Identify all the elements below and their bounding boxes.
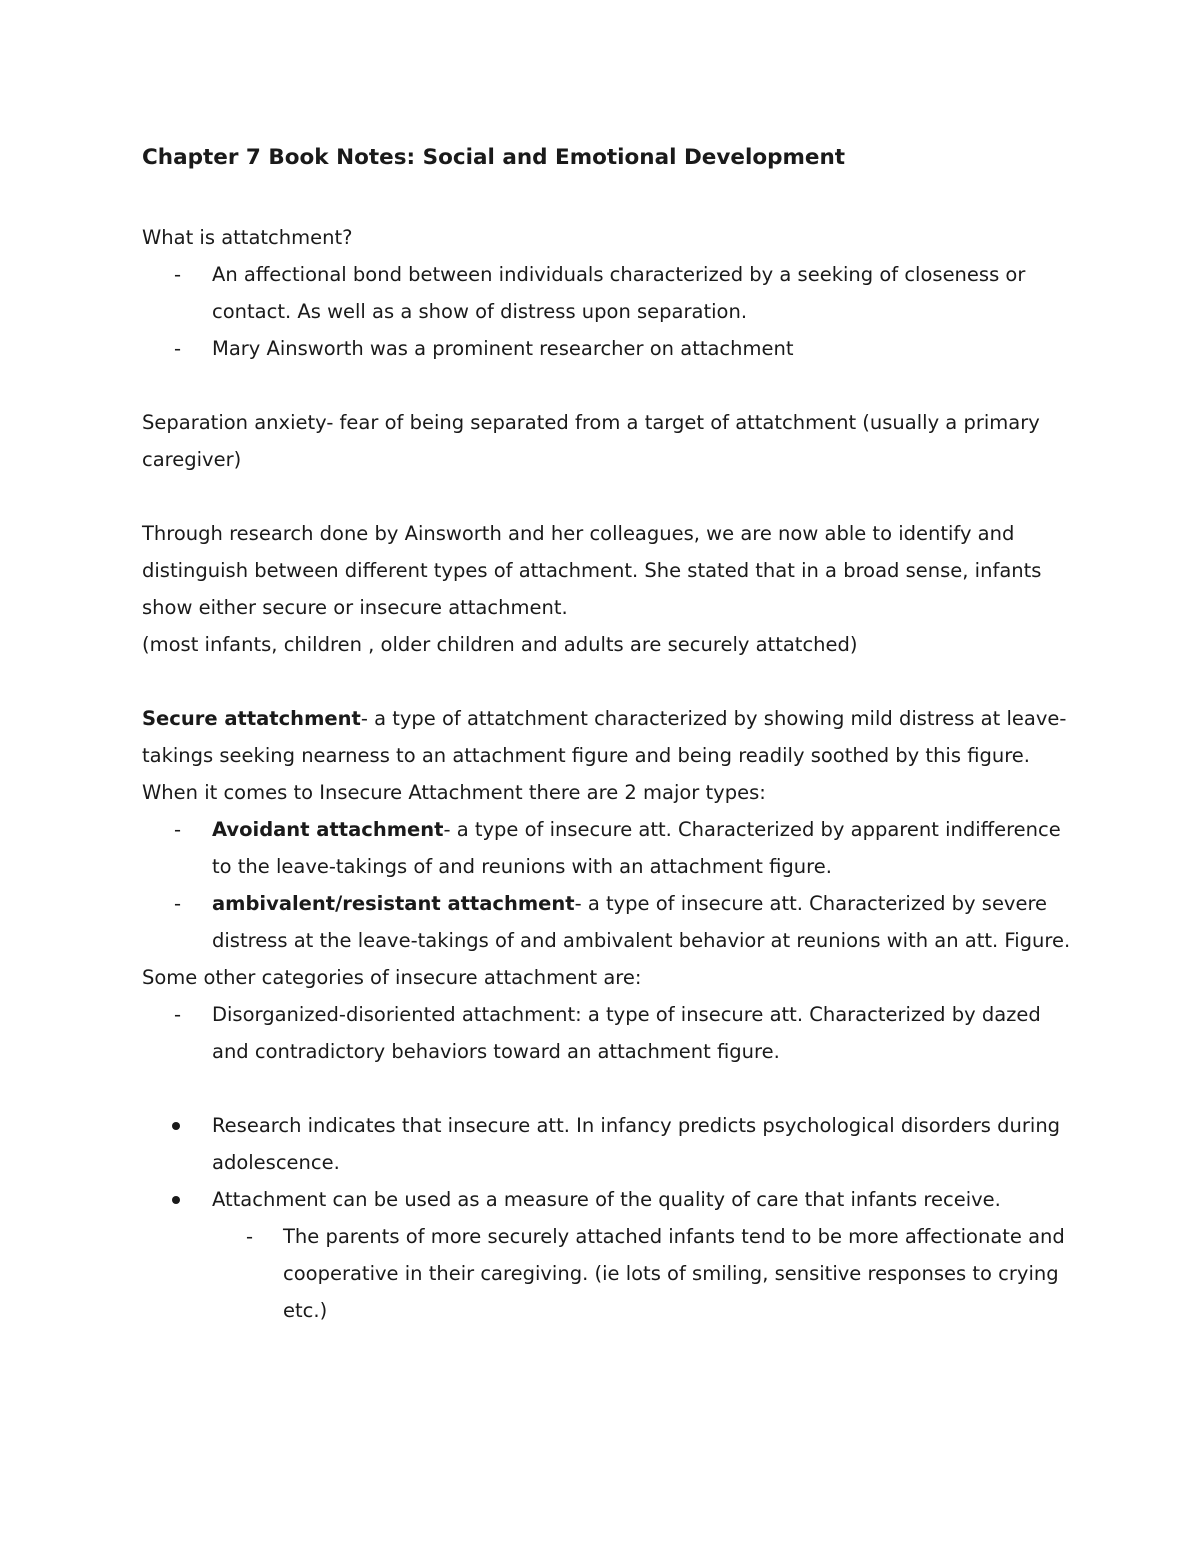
dash-marker: - — [246, 1225, 254, 1248]
dash-marker: - — [174, 337, 182, 360]
term-secure-attachment: Secure attatchment — [142, 707, 361, 730]
insecure-intro: When it comes to Insecure Attachment there are 2 major types: — [142, 781, 766, 804]
sub-list-item-text: The parents of more securely attached infants tend to be more affectionate and cooperative in their caregiving. (ie lots of smiling, sensitive responses to crying etc.) — [283, 1225, 1065, 1322]
definition-text: - a type of attatchment characterized by showing mild distress at leave-takings seeking nearness to an attachment figure and being readily soothed by this figure. — [142, 707, 1067, 767]
dash-marker: - — [174, 818, 182, 841]
bullet-item — [142, 1107, 1072, 1181]
separation-anxiety-paragraph: Separation anxiety- fear of being separated from a target of attatchment (usually a primary caregiver) — [142, 411, 1040, 471]
definition-text: - a type of insecure att. Characterized by apparent indifference to the leave-takings of and reunions with an attachment figure. — [212, 818, 1061, 878]
research-paragraph: Through research done by Ainsworth and her colleagues, we are now able to identify and distinguish between different types of attachment. She stated that in a broad sense, infants show either secure or insecure attachment. — [142, 522, 1042, 619]
definition-text: - a type of insecure att. Characterized by severe distress at the leave-takings of and ambivalent behavior at reunions with an att. Figure. — [212, 892, 1071, 952]
dash-marker: - — [174, 892, 182, 915]
bullet-dot-icon — [172, 1122, 180, 1130]
list-item — [142, 996, 1072, 1070]
secure-attachment-paragraph — [142, 700, 1072, 774]
list-item — [142, 256, 1072, 330]
bullet-item — [142, 1181, 1072, 1218]
list-item — [142, 330, 1072, 367]
term-avoidant: Avoidant attachment — [212, 818, 444, 841]
question-heading: What is attatchment? — [142, 226, 353, 249]
dash-marker: - — [174, 1003, 182, 1026]
bullet-dot-icon — [172, 1196, 180, 1204]
bullet-item-text: Attachment can be used as a measure of the quality of care that infants receive. — [212, 1188, 1001, 1211]
document-body — [142, 219, 1072, 1329]
list-item — [142, 885, 1072, 959]
list-item-text: Mary Ainsworth was a prominent researcher on attachment — [212, 337, 794, 360]
list-item-text: An affectional bond between individuals characterized by a seeking of closeness or contact. As well as a show of distress upon separation. — [212, 263, 1026, 323]
dash-marker: - — [174, 263, 182, 286]
other-categories-intro: Some other categories of insecure attachment are: — [142, 966, 642, 989]
page-title: Chapter 7 Book Notes: Social and Emotional Development — [142, 145, 846, 170]
list-item-text: Disorganized-disoriented attachment: a type of insecure att. Characterized by dazed and contradictory behaviors toward an attachment figure. — [212, 1003, 1041, 1063]
secure-note-paragraph: (most infants, children , older children and adults are securely attatched) — [142, 633, 858, 656]
term-ambivalent: ambivalent/resistant attachment — [212, 892, 575, 915]
sub-list-item — [142, 1218, 1072, 1329]
list-item — [142, 811, 1072, 885]
bullet-item-text: Research indicates that insecure att. In infancy predicts psychological disorders during adolescence. — [212, 1114, 1061, 1174]
